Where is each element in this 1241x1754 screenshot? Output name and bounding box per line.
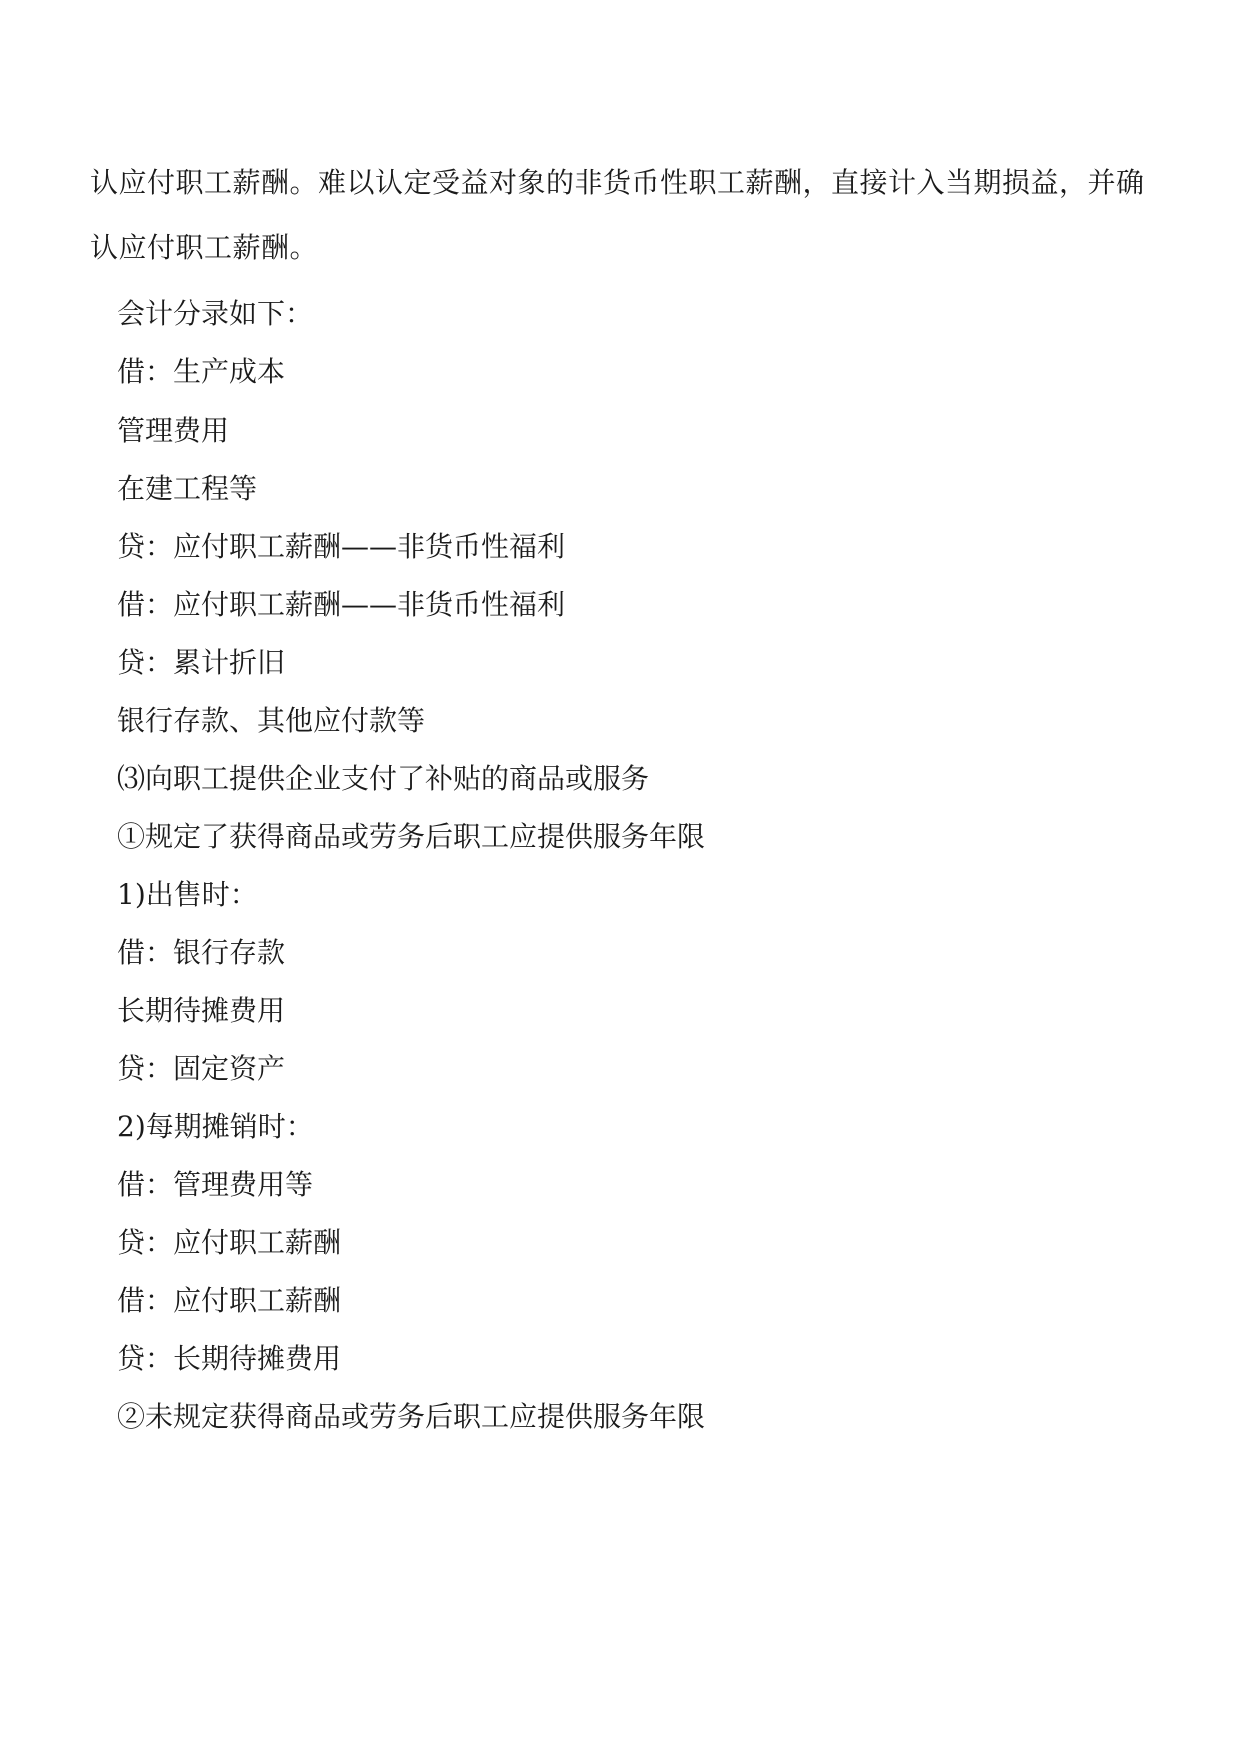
text-line-item-2: ②未规定获得商品或劳务后职工应提供服务年限	[117, 1400, 706, 1433]
text-line-credit-payroll-nonmonetary: 贷：应付职工薪酬——非货币性福利	[117, 530, 566, 563]
intro-paragraph: 认应付职工薪酬。难以认定受益对象的非货币性职工薪酬，直接计入当期损益，并确认应付职工薪酬。	[90, 166, 1145, 264]
text-line-construction: 在建工程等	[117, 472, 258, 505]
text-line-debit-admin: 借：管理费用等	[117, 1168, 314, 1201]
text-line-amortization: 2)每期摊销时：	[117, 1110, 314, 1143]
text-line-credit-payroll: 贷：应付职工薪酬	[117, 1226, 342, 1259]
text-line-item-1: ①规定了获得商品或劳务后职工应提供服务年限	[117, 820, 706, 853]
text-line-debit-bank: 借：银行存款	[117, 936, 286, 969]
text-line-credit-deferred: 贷：长期待摊费用	[117, 1342, 342, 1375]
text-line-credit-depreciation: 贷：累计折旧	[117, 646, 286, 679]
text-line-long-term-deferred: 长期待摊费用	[117, 994, 286, 1027]
text-line-debit-production-cost: 借：生产成本	[117, 355, 286, 388]
text-line-debit-payroll-nonmonetary: 借：应付职工薪酬——非货币性福利	[117, 588, 566, 621]
text-line-on-sale: 1)出售时：	[117, 878, 258, 911]
text-line-section-3: ⑶向职工提供企业支付了补贴的商品或服务	[117, 762, 650, 795]
text-line-credit-fixed-assets: 贷：固定资产	[117, 1052, 286, 1085]
text-line-admin-expenses: 管理费用	[117, 414, 230, 447]
text-line-debit-payroll: 借：应付职工薪酬	[117, 1284, 342, 1317]
text-line-bank-deposits: 银行存款、其他应付款等	[117, 704, 426, 737]
text-line-accounting-entries: 会计分录如下：	[117, 297, 314, 330]
